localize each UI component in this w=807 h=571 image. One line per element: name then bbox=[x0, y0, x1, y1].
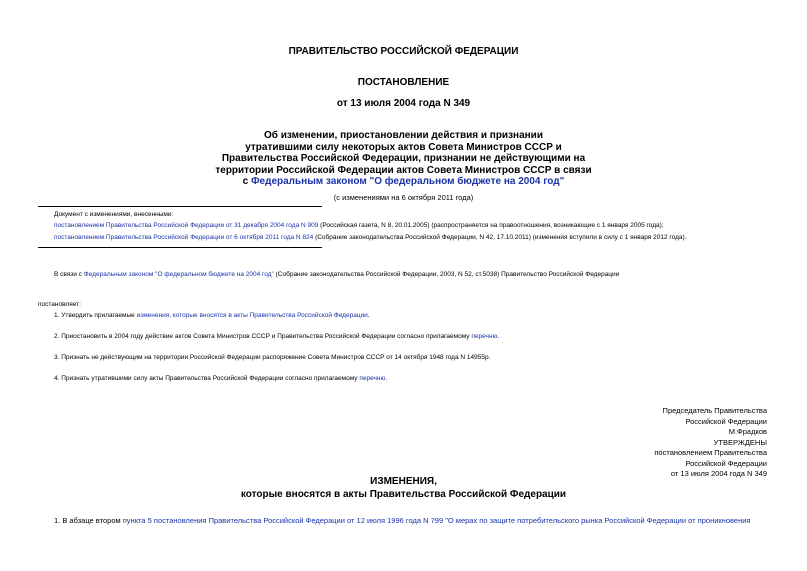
point-4: 4. Признать утратившими силу акты Правительства Российской Федерации согласно прилагаемому перечню. bbox=[54, 375, 388, 382]
signature-block bbox=[654, 406, 767, 480]
preamble-law-link[interactable]: Федеральным законом "О федеральном бюджете на 2004 год" bbox=[83, 271, 274, 278]
title-line: Об изменении, приостановлении действия и признании bbox=[264, 130, 543, 141]
title-line: Правительства Российской Федерации, признании не действующими на bbox=[221, 153, 586, 164]
decrees-text: постановляет: bbox=[38, 301, 81, 308]
approved-date: от 13 июля 2004 года N 349 bbox=[670, 469, 767, 478]
federal-law-link[interactable]: Федеральным законом "О федеральном бюджете на 2004 год" bbox=[251, 176, 565, 187]
document-title bbox=[0, 130, 807, 188]
point-3: 3. Признать не действующим на территории Российской Федерации распоряжение Совета Министров СССР от 14 октября 1948 года N 14955р. bbox=[54, 354, 491, 361]
government-heading: ПРАВИТЕЛЬСТВО РОССИЙСКОЙ ФЕДЕРАЦИИ bbox=[288, 46, 519, 57]
changes-heading: ИЗМЕНЕНИЯ, bbox=[370, 476, 437, 487]
approved-by: постановлением Правительства bbox=[654, 448, 767, 457]
approved-label: УТВЕРЖДЕНЫ bbox=[713, 437, 767, 447]
changes-intro: Документ с изменениями, внесенными: bbox=[54, 211, 174, 218]
change-item: постановлением Правительства Российской Федерации от 31 декабря 2004 года N 909 (Российская газета, N 8, 20.01.2005) (распространяется на правоотношения, возникающие с 1 января 2005 года); bbox=[54, 222, 664, 229]
title-line: территории Российской Федерации актов Совета Министров СССР в связи bbox=[215, 164, 592, 176]
divider-bottom bbox=[38, 247, 322, 248]
title-line: с Федеральным законом "О федеральном бюджете на 2004 год" bbox=[242, 176, 565, 187]
list-link-suspended[interactable]: перечню bbox=[471, 333, 498, 340]
signer-position: Председатель Правительства bbox=[662, 406, 767, 415]
list-link-repealed[interactable]: перечню bbox=[359, 375, 386, 382]
change-item: постановлением Правительства Российской Федерации от 6 октября 2011 года N 824 (Собрание законодательства Российской Федерации, N 42, 17.10.2011) (изменения вступили в силу с 1 января 2012 года). bbox=[54, 234, 687, 241]
changes-subheading: которые вносятся в акты Правительства Российской Федерации bbox=[240, 489, 567, 500]
item1-decree-link[interactable]: пункта 5 постановления Правительства Российской Федерации от 12 июля 1996 года N 799 "О мерах по защите потребительского рынка Российской Федерации от проникновения bbox=[122, 516, 751, 525]
title-line: утратившими силу некоторых актов Совета Министров СССР и bbox=[245, 141, 562, 153]
point-1: 1. Утвердить прилагаемые изменения, которые вносятся в акты Правительства Российской Федерации. bbox=[54, 312, 370, 319]
document-date: от 13 июля 2004 года N 349 bbox=[336, 98, 471, 109]
signer-name: М.Фрадков bbox=[728, 427, 767, 436]
amendment-note: (с изменениями на 6 октября 2011 года) bbox=[333, 193, 474, 202]
change-link-2004[interactable]: постановлением Правительства Российской Федерации от 31 декабря 2004 года N 909 bbox=[54, 222, 319, 229]
point-2: 2. Приостановить в 2004 году действие актов Совета Министров СССР и Правительства Российской Федерации согласно прилагаемому перечню. bbox=[54, 333, 500, 340]
changes-link[interactable]: изменения, которые вносятся в акты Правительства Российской Федерации bbox=[136, 312, 368, 319]
signer-country: Российской Федерации bbox=[685, 416, 767, 426]
changes-item-1: 1. В абзаце втором пункта 5 постановления Правительства Российской Федерации от 12 июля 1996 года N 799 "О мерах по защите потребительского рынка Российской Федерации от проникновения bbox=[54, 516, 751, 525]
document-type: ПОСТАНОВЛЕНИЕ bbox=[357, 77, 450, 88]
divider-top bbox=[38, 206, 322, 207]
change-link-2011[interactable]: постановлением Правительства Российской Федерации от 6 октября 2011 года N 824 bbox=[54, 234, 314, 241]
preamble: В связи с Федеральным законом "О федеральном бюджете на 2004 год" (Собрание законодательства Российской Федерации, 2003, N 52, ст.5038) Правительство Российской Федерации bbox=[54, 271, 620, 278]
approved-country: Российской Федерации bbox=[685, 458, 767, 468]
